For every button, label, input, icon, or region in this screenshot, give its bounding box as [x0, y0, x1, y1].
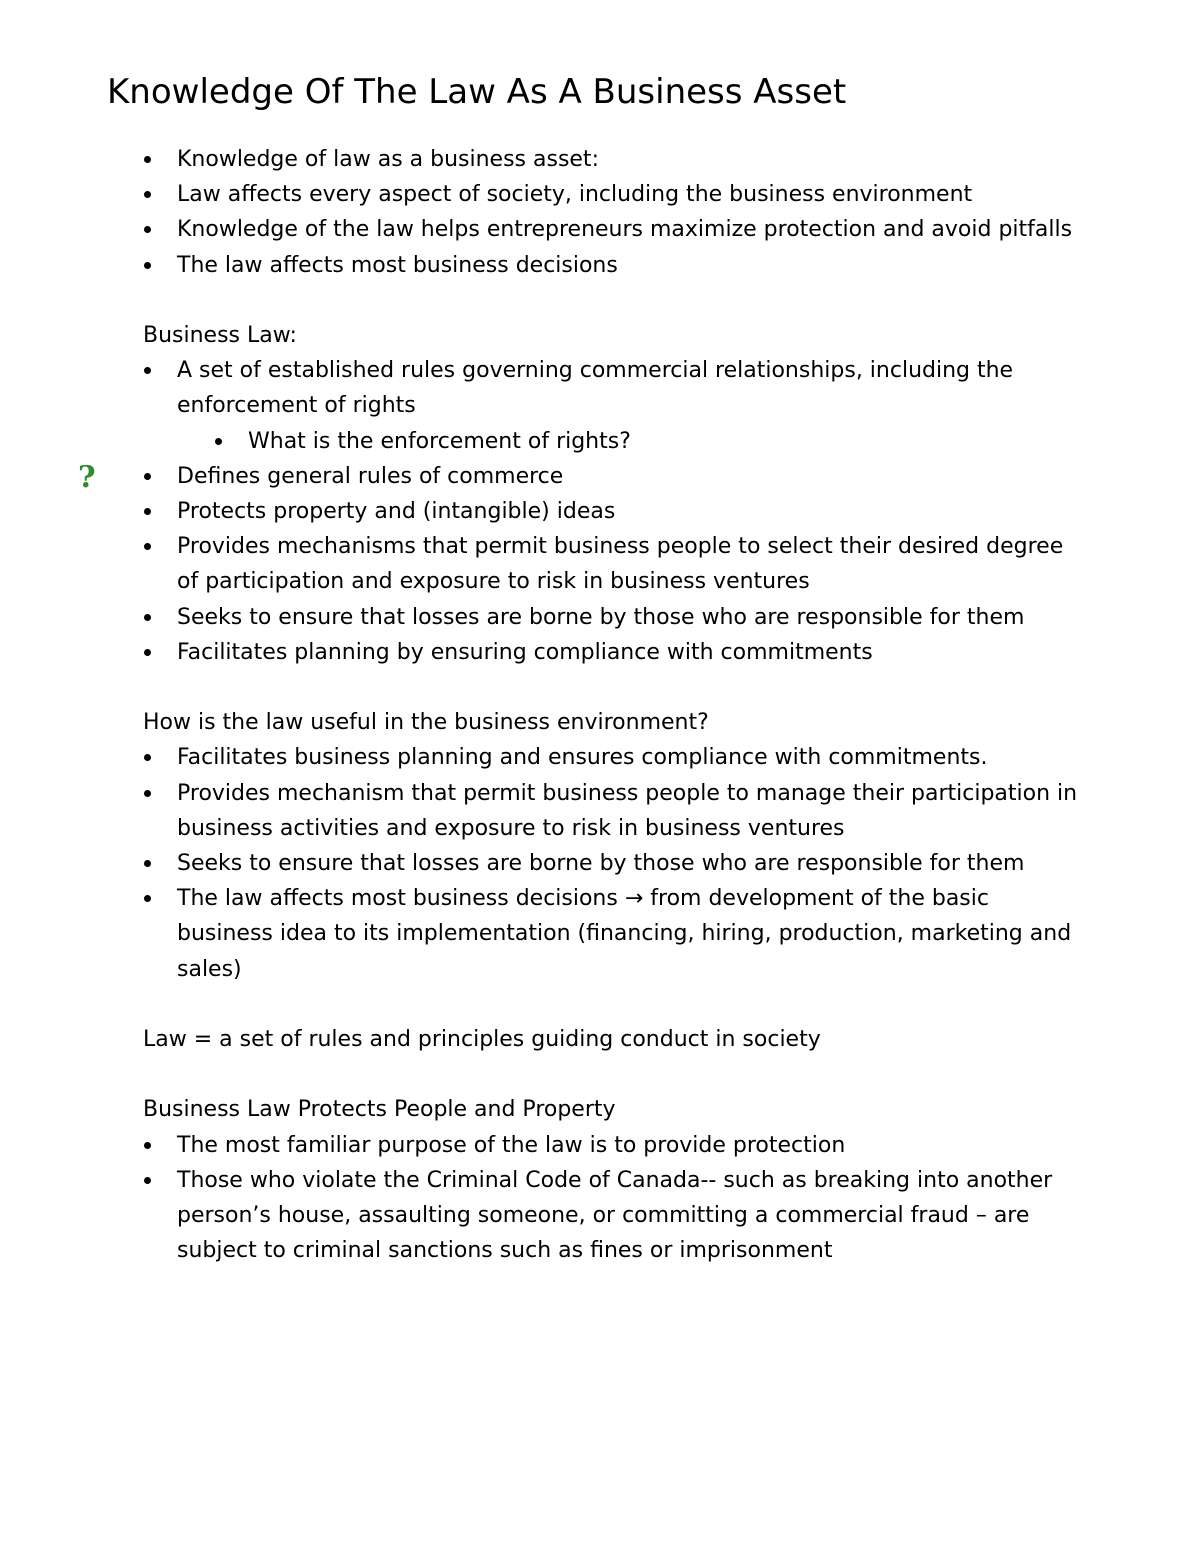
list-item: Protects property and (intangible) ideas	[143, 494, 1078, 529]
list-item: Those who violate the Criminal Code of Canada-- such as breaking into another person’s house, assaulting someone, or committing a commercial fraud – are subject to criminal sanctions such as fines or imprisonment	[143, 1163, 1078, 1269]
spacer	[143, 1057, 1078, 1092]
list-item: Law affects every aspect of society, including the business environment	[143, 177, 1078, 212]
section-heading-business-law: Business Law:	[143, 323, 297, 348]
intro-list	[143, 142, 1078, 283]
list-item: Knowledge of the law helps entrepreneurs maximize protection and avoid pitfalls	[143, 212, 1078, 247]
question-mark-icon: ?	[78, 460, 96, 495]
list-item: A set of established rules governing commercial relationships, including the enforcement of rights	[143, 353, 1078, 423]
list-item: Knowledge of law as a business asset:	[143, 142, 1078, 177]
list-item: The law affects most business decisions	[143, 248, 1078, 283]
list-item: Provides mechanism that permit business people to manage their participation in business activities and exposure to risk in business ventures	[143, 776, 1078, 846]
business-law-sublist	[143, 424, 1078, 459]
protects-list	[143, 1128, 1078, 1269]
list-item: Seeks to ensure that losses are borne by those who are responsible for them	[143, 600, 1078, 635]
list-item: Facilitates planning by ensuring compliance with commitments	[143, 635, 1078, 670]
list-item: Defines general rules of commerce	[143, 459, 1078, 494]
law-definition: Law = a set of rules and principles guiding conduct in society	[143, 1027, 821, 1053]
page-title: Knowledge Of The Law As A Business Asset	[107, 72, 847, 112]
list-item: Seeks to ensure that losses are borne by those who are responsible for them	[143, 846, 1078, 881]
list-item: Facilitates business planning and ensures compliance with commitments.	[143, 740, 1078, 775]
list-item: The most familiar purpose of the law is to provide protection	[143, 1128, 1078, 1163]
spacer	[143, 283, 1078, 318]
section-heading-useful: How is the law useful in the business environment?	[143, 710, 709, 736]
list-item: Provides mechanisms that permit business people to select their desired degree of participation and exposure to risk in business ventures	[143, 529, 1078, 599]
business-law-list-continued	[143, 459, 1078, 670]
section-heading-protects: Business Law Protects People and Property	[143, 1097, 616, 1123]
sub-list-item: What is the enforcement of rights?	[143, 424, 1078, 459]
list-item: The law affects most business decisions → from development of the basic business idea to its implementation (financing, hiring, production, marketing and sales)	[143, 881, 1078, 987]
document-body	[143, 142, 1078, 1268]
business-law-list	[143, 353, 1078, 423]
spacer	[143, 987, 1078, 1022]
useful-list	[143, 740, 1078, 986]
spacer	[143, 670, 1078, 705]
